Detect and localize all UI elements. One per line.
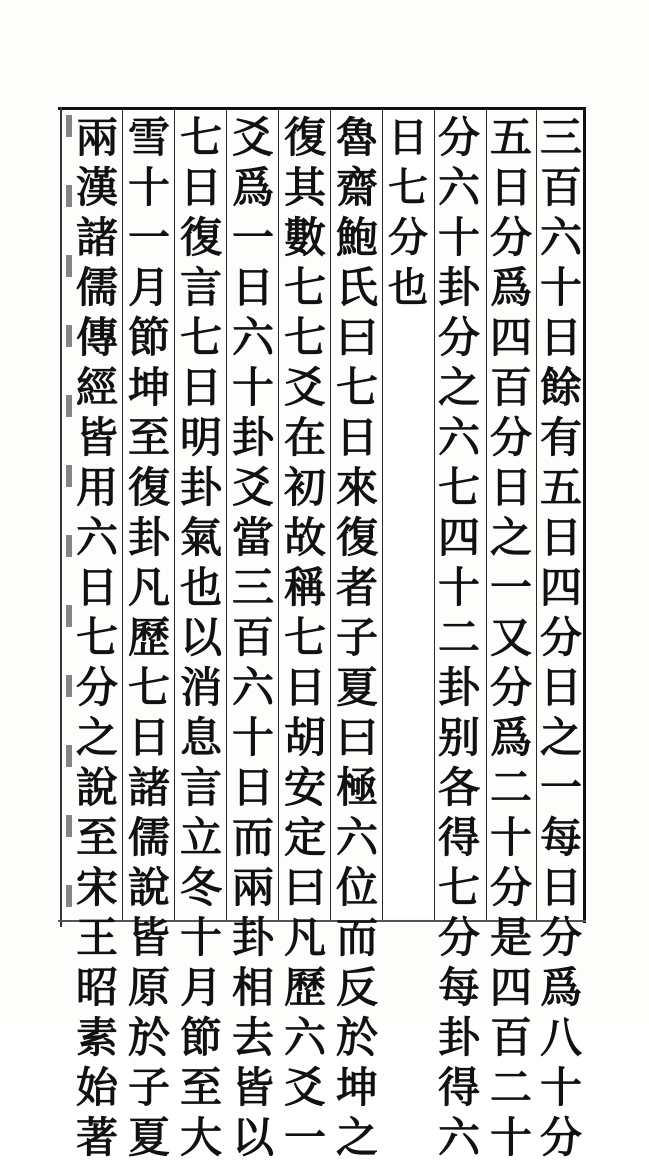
glyph: 兩 (75, 113, 118, 162)
glyph: 日 (489, 463, 532, 512)
glyph: 冬 (179, 863, 222, 912)
glyph: 日 (179, 363, 222, 412)
glyph: 日 (539, 863, 582, 912)
glyph: 十 (539, 1063, 582, 1112)
glyph: 明 (179, 413, 222, 462)
glyph: 皆 (127, 913, 170, 962)
glyph: 昭 (75, 963, 118, 1012)
glyph: 卦 (437, 263, 480, 312)
glyph: 極 (335, 763, 378, 812)
glyph: 齋 (335, 163, 378, 212)
glyph: 五 (489, 113, 532, 162)
glyph: 於 (335, 1013, 378, 1062)
glyph: 日 (283, 663, 326, 712)
glyph: 分 (75, 663, 118, 712)
glyph: 日 (539, 513, 582, 562)
glyph: 日 (388, 114, 428, 161)
glyph: 又 (489, 613, 532, 662)
glyph: 十 (231, 363, 274, 412)
glyph: 四 (489, 313, 532, 362)
glyph: 定 (283, 813, 326, 862)
glyph: 以 (179, 613, 222, 662)
column-rule (278, 110, 279, 920)
glyph: 爲 (231, 163, 274, 212)
glyph: 十 (437, 563, 480, 612)
glyph: 初 (283, 463, 326, 512)
glyph: 曰 (335, 313, 378, 362)
glyph: 反 (335, 963, 378, 1012)
glyph: 至 (75, 813, 118, 862)
glyph: 百 (489, 1013, 532, 1062)
glyph: 安 (283, 763, 326, 812)
glyph: 復 (335, 513, 378, 562)
glyph: 是 (489, 913, 532, 962)
glyph: 數 (283, 213, 326, 262)
glyph: 十 (127, 163, 170, 212)
text-column-6 (280, 113, 330, 1163)
glyph: 每 (437, 963, 480, 1012)
glyph: 各 (437, 763, 480, 812)
glyph: 胡 (283, 713, 326, 762)
glyph: 而 (231, 813, 274, 862)
glyph: 分 (489, 663, 532, 712)
glyph: 凡 (283, 913, 326, 962)
glyph: 用 (75, 463, 118, 512)
glyph: 七 (388, 164, 428, 211)
glyph: 六 (539, 213, 582, 262)
glyph: 七 (283, 263, 326, 312)
glyph: 卦 (437, 663, 480, 712)
glyph: 分 (437, 913, 480, 962)
glyph: 鮑 (335, 213, 378, 262)
column-rule (226, 110, 227, 920)
glyph: 也 (388, 264, 428, 311)
glyph: 十 (539, 263, 582, 312)
glyph: 分 (489, 863, 532, 912)
glyph: 三 (539, 113, 582, 162)
column-rule (122, 110, 123, 920)
glyph: 之 (539, 713, 582, 762)
glyph: 分 (489, 213, 532, 262)
glyph: 日 (539, 313, 582, 362)
glyph: 息 (179, 713, 222, 762)
glyph: 分 (539, 613, 582, 662)
glyph: 相 (231, 963, 274, 1012)
glyph: 立 (179, 813, 222, 862)
glyph: 卦 (231, 913, 274, 962)
glyph: 七 (75, 613, 118, 662)
glyph: 皆 (75, 413, 118, 462)
glyph: 來 (335, 463, 378, 512)
glyph: 者 (335, 563, 378, 612)
glyph: 雪 (127, 113, 170, 162)
glyph: 大 (179, 1113, 222, 1162)
glyph: 日 (179, 163, 222, 212)
glyph: 六 (437, 413, 480, 462)
text-column-10 (72, 113, 122, 1163)
glyph: 百 (231, 613, 274, 662)
glyph: 復 (179, 213, 222, 262)
glyph: 夏 (335, 663, 378, 712)
glyph: 在 (283, 413, 326, 462)
glyph: 六 (437, 1113, 480, 1162)
glyph: 爻 (231, 113, 274, 162)
glyph: 漢 (75, 163, 118, 212)
glyph: 王 (75, 913, 118, 962)
column-rule (382, 110, 383, 920)
glyph: 分 (437, 113, 480, 162)
glyph: 十 (437, 213, 480, 262)
glyph: 七 (179, 113, 222, 162)
glyph: 當 (231, 513, 274, 562)
glyph: 氏 (335, 263, 378, 312)
glyph: 五 (539, 463, 582, 512)
glyph: 卦 (179, 463, 222, 512)
column-rule (330, 110, 331, 920)
glyph: 别 (437, 713, 480, 762)
glyph: 坤 (335, 1063, 378, 1112)
glyph: 之 (437, 363, 480, 412)
glyph: 著 (75, 1113, 118, 1162)
glyph: 儒 (75, 263, 118, 312)
glyph: 一 (231, 213, 274, 262)
glyph: 子 (127, 1063, 170, 1112)
text-column-4 (384, 113, 432, 313)
glyph: 十 (179, 913, 222, 962)
glyph: 十 (231, 713, 274, 762)
glyph: 卦 (437, 1013, 480, 1062)
glyph: 四 (489, 963, 532, 1012)
glyph: 於 (127, 1013, 170, 1062)
glyph: 七 (179, 313, 222, 362)
glyph: 素 (75, 1013, 118, 1062)
glyph: 每 (539, 813, 582, 862)
glyph: 七 (437, 863, 480, 912)
glyph: 經 (75, 363, 118, 412)
text-column-1 (536, 113, 586, 1163)
glyph: 之 (489, 513, 532, 562)
frame-top-border (58, 107, 586, 110)
glyph: 分 (388, 214, 428, 261)
glyph: 分 (539, 1113, 582, 1162)
glyph: 爲 (489, 263, 532, 312)
glyph: 日 (127, 713, 170, 762)
glyph: 卦 (127, 513, 170, 562)
text-column-7 (228, 113, 278, 1163)
glyph: 爻 (283, 363, 326, 412)
glyph: 六 (231, 663, 274, 712)
glyph: 六 (75, 513, 118, 562)
glyph: 卦 (231, 413, 274, 462)
glyph: 諸 (127, 763, 170, 812)
glyph: 日 (231, 263, 274, 312)
glyph: 爲 (489, 713, 532, 762)
glyph: 魯 (335, 113, 378, 162)
glyph: 凡 (127, 563, 170, 612)
glyph: 去 (231, 1013, 274, 1062)
glyph: 十 (489, 813, 532, 862)
glyph: 爻 (231, 463, 274, 512)
glyph: 節 (127, 313, 170, 362)
frame-left-border (60, 107, 62, 927)
glyph: 六 (335, 813, 378, 862)
column-rule (174, 110, 175, 920)
glyph: 一 (539, 763, 582, 812)
glyph: 十 (489, 1113, 532, 1162)
glyph: 有 (539, 413, 582, 462)
glyph: 之 (335, 1113, 378, 1162)
glyph: 七 (283, 613, 326, 662)
glyph: 始 (75, 1063, 118, 1112)
glyph: 二 (437, 613, 480, 662)
glyph: 四 (539, 563, 582, 612)
glyph: 傳 (75, 313, 118, 362)
glyph: 歷 (127, 613, 170, 662)
glyph: 其 (283, 163, 326, 212)
glyph: 說 (75, 763, 118, 812)
glyph: 得 (437, 1063, 480, 1112)
glyph: 言 (179, 263, 222, 312)
glyph: 而 (335, 913, 378, 962)
glyph: 八 (539, 1013, 582, 1062)
glyph: 日 (231, 763, 274, 812)
glyph: 六 (231, 313, 274, 362)
glyph: 儒 (127, 813, 170, 862)
glyph: 歷 (283, 963, 326, 1012)
text-column-8 (176, 113, 226, 1163)
glyph: 七 (437, 463, 480, 512)
glyph: 氣 (179, 513, 222, 562)
glyph: 復 (283, 113, 326, 162)
glyph: 以 (231, 1113, 274, 1162)
glyph: 餘 (539, 363, 582, 412)
glyph: 夏 (127, 1113, 170, 1162)
glyph: 六 (283, 1013, 326, 1062)
glyph: 原 (127, 963, 170, 1012)
glyph: 消 (179, 663, 222, 712)
glyph: 復 (127, 463, 170, 512)
glyph: 一 (489, 563, 532, 612)
glyph: 一 (127, 213, 170, 262)
glyph: 日 (75, 563, 118, 612)
glyph: 也 (179, 563, 222, 612)
glyph: 故 (283, 513, 326, 562)
glyph: 日 (335, 413, 378, 462)
glyph: 分 (437, 313, 480, 362)
glyph: 坤 (127, 363, 170, 412)
glyph: 二 (489, 763, 532, 812)
glyph: 說 (127, 863, 170, 912)
glyph: 曰 (335, 713, 378, 762)
text-column-3 (434, 113, 484, 1163)
glyph: 二 (489, 1063, 532, 1112)
glyph: 一 (283, 1113, 326, 1162)
glyph: 言 (179, 763, 222, 812)
glyph: 子 (335, 613, 378, 662)
glyph: 六 (437, 163, 480, 212)
glyph: 皆 (231, 1063, 274, 1112)
glyph: 七 (283, 313, 326, 362)
glyph: 之 (75, 713, 118, 762)
glyph: 兩 (231, 863, 274, 912)
glyph: 爻 (283, 1063, 326, 1112)
glyph: 稱 (283, 563, 326, 612)
glyph: 至 (179, 1063, 222, 1112)
text-column-9 (124, 113, 174, 1163)
glyph: 分 (539, 913, 582, 962)
glyph: 曰 (283, 863, 326, 912)
glyph: 宋 (75, 863, 118, 912)
glyph: 日 (489, 163, 532, 212)
glyph: 諸 (75, 213, 118, 262)
glyph: 四 (437, 513, 480, 562)
glyph: 節 (179, 1013, 222, 1062)
glyph: 百 (489, 363, 532, 412)
text-column-2 (486, 113, 536, 1163)
glyph: 位 (335, 863, 378, 912)
glyph: 爲 (539, 963, 582, 1012)
glyph: 月 (127, 263, 170, 312)
glyph: 得 (437, 813, 480, 862)
glyph: 至 (127, 413, 170, 462)
glyph: 分 (489, 413, 532, 462)
glyph: 三 (231, 563, 274, 612)
text-column-5 (332, 113, 382, 1163)
glyph: 七 (335, 363, 378, 412)
glyph: 七 (127, 663, 170, 712)
glyph: 月 (179, 963, 222, 1012)
glyph: 百 (539, 163, 582, 212)
glyph: 日 (539, 663, 582, 712)
